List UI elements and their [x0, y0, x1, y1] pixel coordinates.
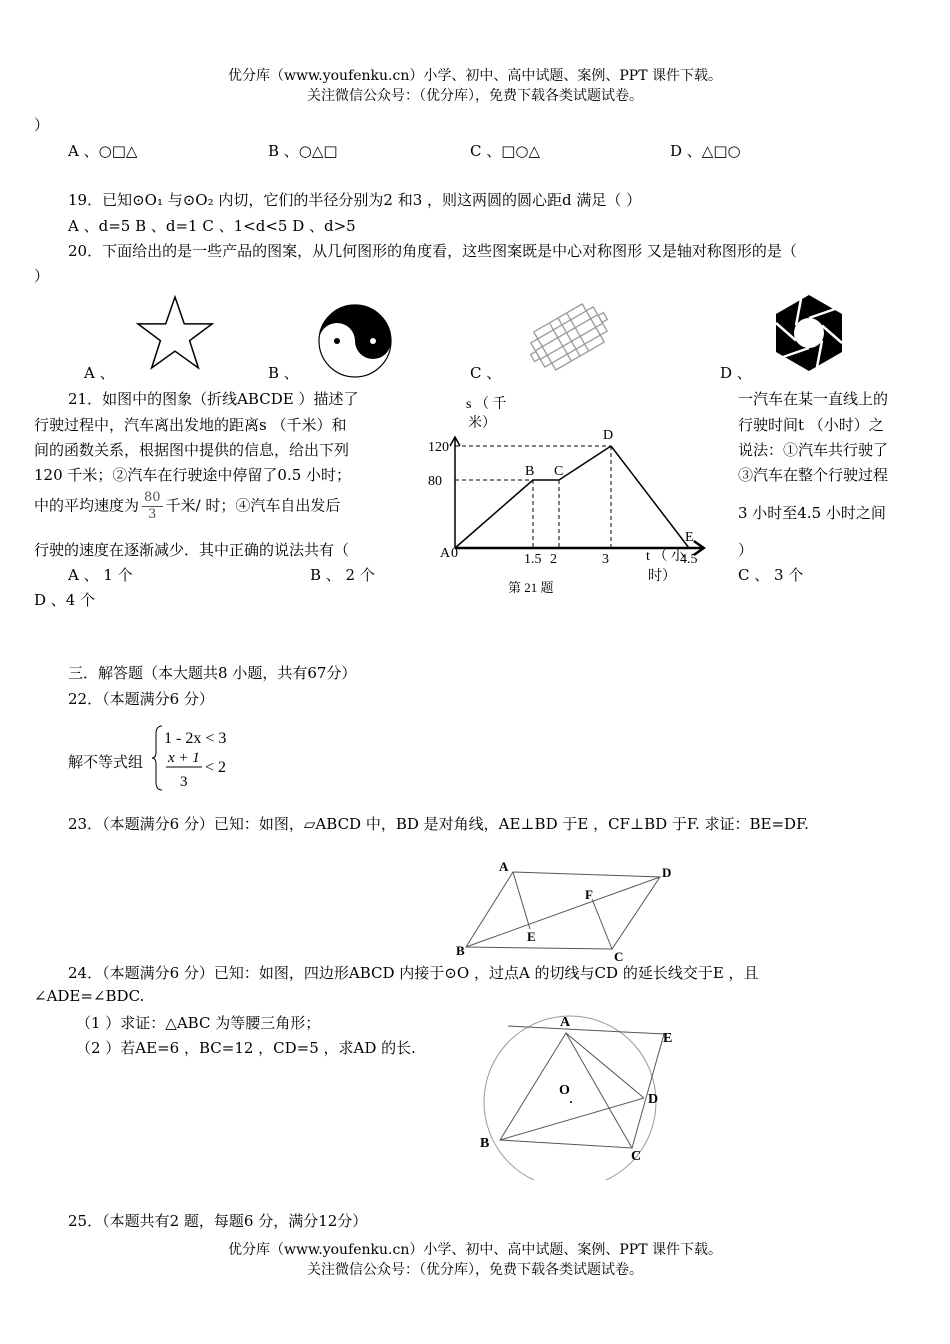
page-header-line1: 优分库（www.youfenku.cn）小学、初中、高中试题、案例、PPT 课件下载。: [227, 68, 722, 84]
inequality-2-rhs: < 2: [205, 759, 227, 776]
q18-option-a: A 、○□△: [68, 142, 138, 160]
fraction-denominator: 3: [148, 507, 157, 522]
point-label-b: B: [525, 464, 535, 479]
q20-label-c: C 、: [470, 364, 502, 382]
fraction-numerator: 80: [144, 490, 161, 505]
chart-y-label-1: s （ 千: [466, 397, 507, 412]
y-tick-120: 120: [428, 440, 449, 455]
inequality-2-denominator: 3: [180, 774, 188, 790]
q21-right-line2: 行驶时间t （小时）之: [738, 416, 884, 434]
segment-de: [611, 446, 689, 548]
x-tick-1.5: 1.5: [524, 552, 542, 567]
q21-line5-b: 千米/ 时；④汽车自出发后: [165, 496, 341, 515]
distance-time-chart: [420, 388, 730, 603]
q21-option-c: C 、 3 个: [738, 566, 804, 584]
inequality-system: [150, 722, 250, 794]
q20-stem: 20．下面给出的是一些产品的图案，从几何图形的角度看，这些图案既是中心对称图形 又是轴对称图形的是（: [68, 242, 797, 260]
q20-tail: ）: [34, 267, 50, 285]
q24-label-c: C: [631, 1149, 642, 1164]
q21-left-line2: 行驶过程中，汽车离出发地的距离s （千米）和: [34, 416, 347, 434]
chart-caption: 第 21 题: [508, 580, 554, 595]
page-footer-line1: 优分库（www.youfenku.cn）小学、初中、高中试题、案例、PPT 课件下载。: [227, 1242, 722, 1258]
q21-option-d: D 、4 个: [34, 591, 96, 609]
q20-label-d: D 、: [720, 364, 752, 382]
q18-tail: ）: [34, 116, 50, 134]
q21-option-b: B 、 2 个: [310, 566, 375, 584]
knot-pattern-figure: [516, 302, 622, 372]
q21-right-line5: 3 小时至4.5 小时之间: [738, 504, 886, 522]
q23-label-b: B: [456, 943, 465, 958]
q18-option-b: B 、○△□: [268, 142, 338, 160]
q24-label-o: O: [559, 1083, 570, 1098]
q21-right-line1: 一汽车在某一直线上的: [738, 390, 889, 408]
q21-left-line5: [34, 490, 340, 523]
q21-option-a: A 、 1 个: [68, 566, 133, 584]
q24-part2: （2 ）若AE=6 ，BC=12 ，CD=5 ，求AD 的长.: [76, 1039, 416, 1057]
point-label-e: E: [685, 530, 694, 545]
q23-label-a: A: [499, 859, 509, 874]
inequality-1: 1 - 2x < 3: [164, 730, 227, 747]
segment-ab: [455, 480, 533, 548]
q20-label-b: B 、: [268, 364, 299, 382]
q24-line2: ∠ADE=∠BDC.: [34, 987, 145, 1005]
inequality-2-numerator: x + 1: [168, 750, 200, 766]
hexagon-shutter-figure: [768, 292, 850, 374]
point-label-c: C: [554, 464, 564, 479]
chart-y-label-2: 米）: [468, 416, 496, 431]
q22-prefix: 解不等式组: [68, 753, 144, 771]
q24-line1: 24．（本题满分6 分）已知：如图，四边形ABCD 内接于⊙O ，过点A 的切线与CD 的延长线交于E ，且: [68, 964, 759, 982]
q25-header: 25．（本题共有2 题，每题6 分，满分12分）: [68, 1212, 368, 1230]
q21-left-line1: 21．如图中的图象（折线ABCDE ）描述了: [68, 390, 359, 408]
q20-label-a: A 、: [84, 364, 115, 382]
q18-option-d: D 、△□○: [670, 142, 741, 160]
q23-label-f: F: [585, 887, 593, 902]
q24-label-a: A: [560, 1015, 571, 1030]
inscribed-quadrilateral-figure: [470, 1010, 690, 1180]
origin-zero: 0: [451, 546, 458, 561]
point-label-d: D: [603, 428, 614, 443]
x-tick-4.5: 4.5: [680, 552, 698, 567]
q21-left-line3: 间的函数关系，根据图中提供的信息，给出下列: [34, 441, 350, 459]
page-footer-line2: 关注微信公众号：（优分库），免费下载各类试题试卷。: [307, 1262, 643, 1278]
q24-part1: （1 ）求证：△ABC 为等腰三角形；: [76, 1014, 321, 1032]
point-label-a: A: [440, 546, 451, 561]
q21-left-line4: 120 千米；②汽车在行驶途中停留了0.5 小时；: [34, 466, 352, 484]
x-tick-2: 2: [550, 552, 557, 567]
q24-label-d: D: [648, 1092, 659, 1107]
chart-x-label-1: t （ 小: [646, 549, 685, 564]
y-tick-80: 80: [428, 474, 442, 489]
q22-header: 22．（本题满分6 分）: [68, 690, 214, 708]
chart-x-label-2: 时）: [648, 569, 676, 584]
q21-line5-a: 中的平均速度为: [34, 496, 140, 515]
q24-label-b: B: [480, 1136, 490, 1151]
page-header-line2: 关注微信公众号：（优分库），免费下载各类试题试卷。: [307, 88, 643, 104]
q19-stem: 19．已知⊙O₁ 与⊙O₂ 内切，它们的半径分别为2 和3 ，则这两圆的圆心距d 满足（ ）: [68, 191, 642, 209]
q23-text: 23．（本题满分6 分）已知：如图，▱ABCD 中，BD 是对角线，AE⊥BD 于E ，CF⊥BD 于F. 求证：BE=DF.: [68, 815, 809, 833]
q18-option-c: C 、□○△: [470, 142, 541, 160]
star-figure: [132, 292, 218, 374]
q21-right-line4: ③汽车在整个行驶过程: [738, 466, 889, 484]
q24-label-e: E: [663, 1031, 673, 1046]
q23-label-d: D: [662, 865, 672, 880]
q19-options: A 、d=5 B 、d=1 C 、1<d<5 D 、d>5: [68, 217, 356, 235]
q23-label-c: C: [614, 949, 624, 964]
q21-right-line3: 说法：①汽车共行驶了: [738, 441, 889, 459]
q21-left-line6: 行驶的速度在逐渐减少．其中正确的说法共有（: [34, 541, 350, 559]
q21-right-line6: ）: [738, 541, 754, 559]
average-speed-fraction: [142, 490, 163, 523]
parallelogram-figure: [450, 855, 690, 965]
segment-cd: [559, 446, 611, 480]
section-3-title: 三．解答题（本大题共8 小题，共有67分）: [68, 664, 357, 682]
q23-label-e: E: [527, 929, 536, 944]
chart-plot: [428, 428, 704, 567]
x-tick-3: 3: [602, 552, 609, 567]
yin-yang-figure: [316, 302, 394, 380]
